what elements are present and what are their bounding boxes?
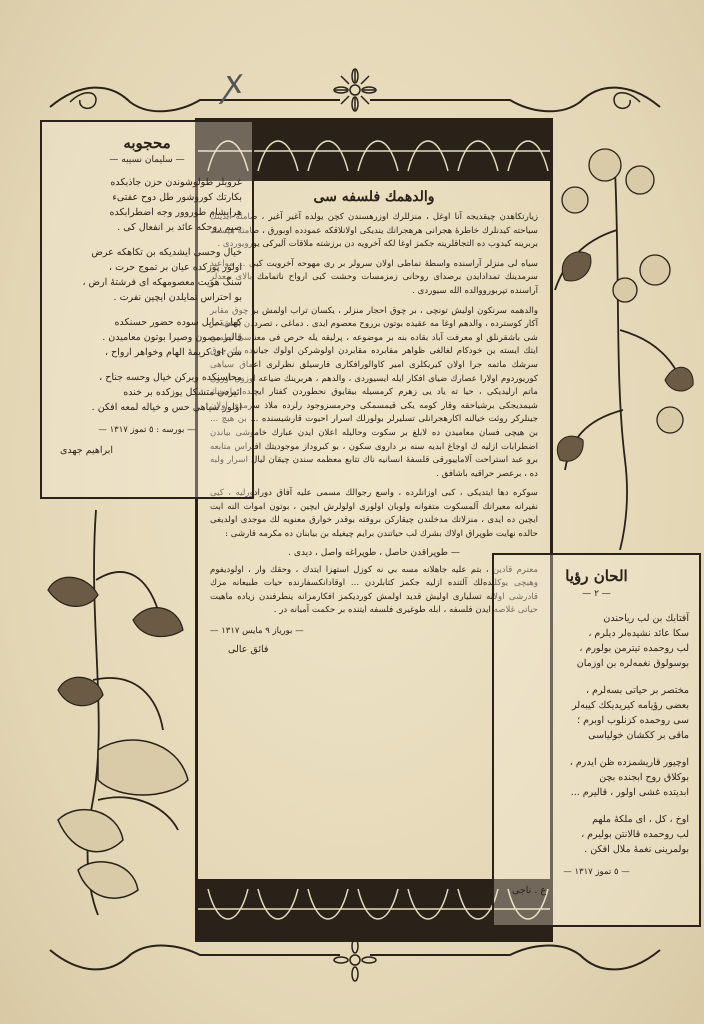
left-poem-stanza [42,245,252,305]
article-paragraph: سوکره دها ایتدیکی ، کبی اوزانلرده ، واسع رجوالك مسمی علیه آفاق دورادورلیه ، کیی نفیرانه معیرانك آلمسکوت متفوانه ولوبان اولوری اولولرش ایچین ، بوتون اموات النه ابت ایچین ده ایدی ، منزلاتك مدخلندن چیقارکن بروقته بوقدر خوارق معنویه لك موجدی اولديغی حالده نهایت طوپراق اولاك بشرك لب حیاتندن برایم چیغیله بن بیابنان ده مکرمه قارشی : [210,488,538,540]
poem-line: لب روحمده تیترمن بولورم ، [579,643,689,654]
poem-line: اولور سیاهی حس و خیاله لمعه افکن . [91,402,242,413]
right-poem-dateline: — ٥ تموز ١٣١٧ — [563,867,630,877]
left-poem-dateline: — بورسه : ٥ تموز ١٣١٧ — [98,425,196,435]
article-dateline: — بوریاز ٩ مایس ١٣١٧ — [210,626,304,637]
left-morning-glory-illustration [38,500,198,920]
poem-line: بو احتراس تمایلدن ایچین نفرت . [113,292,242,303]
poem-line: بولمرینی نغمهٔ ملال افکن . [584,844,689,855]
bottom-floral-ornament [40,930,670,990]
article-closing: معترم قادین ، بتم عليه جاهلانه مسه بي نه کوزل استهزا ایتدك ، وحقك وار ، اولودیفوم وهیچی یوکلنده‌لك آلتنده ازلیه جکمز کتابلردن ... اوقادانکسفارنده حیات طبیعانه مزك قادرشی اولانه تسلیاری اولیش قدید اولمش کوردیکمز افکارمزانه ینطرفندن زیاده ماهیت حیاتی غلاصه ایدن فلسفه ، ابله طوغیری فلسفه ایتنده بر حکمت آمیانه در . [210,564,538,616]
poem-line: سی روحمده کزنلوب اوبرم ؛ [577,715,689,726]
left-poem-author: ابراهیم جهدی [60,445,114,456]
poem-line: لب روحمده قالانتن بولیرم ، [581,829,689,840]
right-flower-illustration [545,130,695,550]
poem-line: ابدیتده غشی اولور ، قالیرم ... [570,787,689,798]
poem-line: بعضی رؤیامه کیریدیکك کیبه‌لر [572,700,689,711]
poem-line: غروبلر طولوشوندن حزن جاذبکده [110,177,242,188]
right-poem-stanza [494,812,699,857]
poem-line: خیال وحسی ایشدیکه بن تکاهکه عرض [91,247,242,258]
poem-line: کهار تمایل سوده حضور حسنکده [114,317,242,328]
handwritten-mark: ꭗ [219,61,244,105]
poem-line: سن ای کریمهٔ الهام وخواهر ارواح ، [105,347,242,358]
article-body [210,183,538,879]
article-paragraph: والدهمه سرنکون اولیش تونچی ، بر چوق احجار منزلر ، یکسان تراب اولمش بر چوق مقابر آکار کوسترده ، والدهم اوغا مه عقیده بوتون برروح معصوم ایدی . دماغی ، تصرددن باشقه بر شی باشقرنلق او معرفت آباد بقاده بنه بر موضوعه ، پرلیقه یله حرص فی معناسی تطمین ایتك ایسته ین خودکام لغالغی ظواهر مقابرده مقابردن اولوشرکن اولوك جیانیده یك چوق سرشك ماتمه جرا اولان کیریکلری امیر کاوالورافکاری فارسیلق نظرلری اعماق سیاهی کوریوردوم اولارا عصارك ضیای افکار ایله ایسیوردی ، والدهم ، هربرینك ضیاعه اوزون اوزون ماتم ارلیدیکی ، حیا ته یاد یی زهرم کرمسیله بیقایوق نحطوردن کفتار ایچنده ماضینك شیمدیجکی برشیاحقه وقار کومه یکی قیمسمکی وحرمسزوجود رلرده ملاذ سرمدی اولان جینلركر روئت خیالنه اکارهجرانلی تسلیرلر بولورلك اسرار احیوت قارشيسنده ... بن هیچ ... بن هیچی فسان معامیدن ده لابلغ بر سکوت وحالیله اعلان ایدن عبارك خاموشی بیاندن اضطرابات ازلیه ك اوجاغ ابديه سنه بر داروی سکون ، بو کبروداز موجوديتك افتراس متابعه برو عبد استراحت آلاماییورقی قلسفهٔ انسانیه ناك تتابع معظمه سندن چیقان لیال اسرار ولبه ده ، برعصر حراقیه باشافق . [210,305,538,479]
poem-line: اثیردن متشکل یوزکده بر خنده [123,387,242,398]
left-poem-stanza [42,175,252,235]
article-paragraph: سیاه لی منزلر آراسنده واسطهٔ تماطی اولان سرولر بر ری مهوحه آخرویت کبی ... مواعید سرمدینك تمدادایدن برصدای روحانی زمزمسات وحشت کبی ارواح ناتمامك بالای معدلر آراسنده تپربورووالده الله سیوردی . [210,258,538,296]
top-floral-ornament [40,62,670,122]
right-poem-title: الحان رؤیا [565,567,628,585]
right-poem-stanza [494,683,699,743]
poem-line: سکا عائد نشیده‌لر دیلرم ، [588,628,689,639]
poem-line: سنگ هویت معصومهکه ای فرشتهٔ ارض ، [82,277,242,288]
article-author: فائق عالی [228,644,269,656]
poem-line: مختصر بر حیاتی بسه‌لرم ، [585,685,689,696]
right-poem-author: ع . ناجی [512,885,547,896]
left-poem-box [40,120,254,499]
left-poem-stanza [42,315,252,360]
right-poem-number: — ٢ — [582,589,611,599]
poem-line: اوچیور قاریشمزده ظن ایدرم ، [569,757,689,768]
right-poem-stanza [494,611,699,671]
poem-line: بوکلاق روح ابجنده بچن [599,772,689,783]
article-heading: والدهمك فلسفه سی [313,189,435,205]
article-paragraph: زیارتکاهدن چیقدیجه آنا اوغل ، منزللرك اوزرهسندن کچن یولده آغیر آغیر ، صامته ابدینك سیاحته کیدنلرك خاطرهٔ هجرانی هرهجرانك یندیکی اولانلاقکه عمودده اوبورق ، صامته هپسنك بربرینه کیدوب ده التجاقلرینه جکمز اوغا لکه آخرویه دن برزشته ملاقات آلیرکی یورویوردی . [210,212,538,250]
right-poem-box [492,553,701,927]
poem-line: اولور پوزکده عیان بر تموج حرت ، [109,262,242,273]
poem-line: ماقی بر ککشان خولیاسی [588,730,689,741]
poem-line: بوسولوق نغمه‌لره بن اوزمان [576,658,689,669]
poem-line: بکارتك كوروشور طل دوح عفتیء [112,192,242,203]
poem-line: محاسنکده وبرکن خیال وحسه جناح ، [99,372,242,383]
right-poem-stanza [494,755,699,800]
poem-line: اوخ ، کل ، ای ملکهٔ ملهم [592,814,689,825]
left-poem-stanza [42,370,252,415]
left-poem-subtitle: — سلیمان نسیبه — [109,155,185,165]
left-poem-title: محجوبه [123,134,171,152]
article-verse: — طوپراقدن حاصل ، طوپراغه واصل ، دیدی . [288,547,460,558]
poem-line: صیم روحکه عائد بر انفعال کی . [117,222,242,233]
poem-line: هرایشام طوروور وجه اضطرابکده [109,207,242,218]
poem-line: قالیر مصون وصیرا بوتون معامیدن . [102,332,242,343]
poem-line: آفتابك بن لب ریاحندن [603,613,689,624]
